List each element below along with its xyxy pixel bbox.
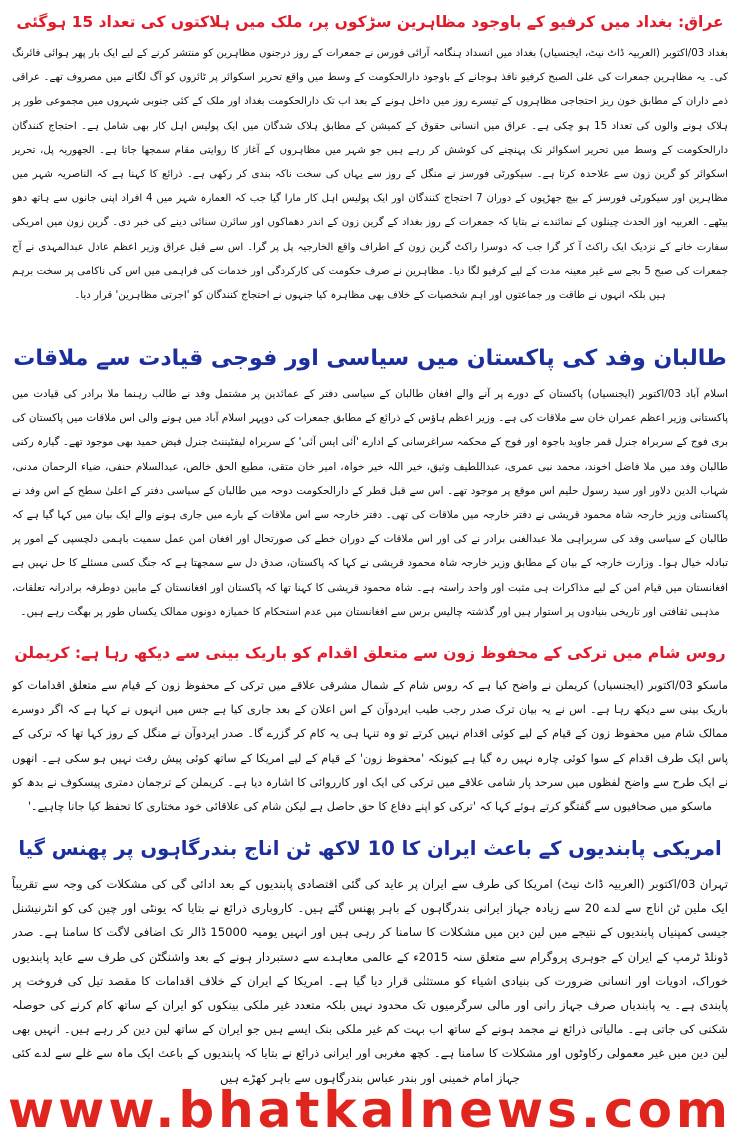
article-body: اسلام آباد 03/اکتوبر (ایجنسیاں) پاکستان کے دورے پر آنے والے افغان طالبان کے سیاسی دفتر کے عمائدین پر مشتمل وفد نے طالب رہنما ملا برادر کی قیادت میں پاکستانی وزیر اعظم عمران خان سے ملاقات کی ہے۔ وزیر اعظم ہاؤس کے ذرائع کے مطابق جمعرات کی دوپہر اسلام آباد میں ہونے والی اس ملاقات میں پاکستان کی بری فوج کے سربراہ جنرل قمر جاوید باجوہ اور فوج کے محکمہ سراغرسانی کے ادارے 'آئی ایس آئی' کے سربراہ لیفٹیننٹ جنرل فیض حمید بھی موجود تھے۔ گیارہ رکنی طالبان وفد میں ملا فاضل اخوند، محمد نبی عمری، عبداللطیف وثیق، خیر اللہ خیر خواہ، امیر خان متقی، مطیع الحق خالص، عبدالسلام حنفی، ضیاء الرحمان مدنی، شہاب الدین دلاور اور سید رسول حلیم اس موقع پر موجود تھے۔ اس سے قبل قطر کے دارالحکومت دوحہ میں طالبان کے سیاسی دفتر کے اعلیٰ سطح کے اس وفد نے پاکستانی وزیر خارجہ شاہ محمود قریشی نے دفتر خارجہ میں ملاقات کی تھی۔ دفتر خارجہ سے اس ملاقات کے بارے میں جاری ہونے والے ایک بیان میں کہا گیا ہے کہ طالبان کے سیاسی وفد کی سربراہی ملا عبدالغنی برادر نے کی اور اس ملاقات کے دوران خطے کی صورتحال اور افغان امن عمل سمیت باہمی دلچسپی کے امور پر تبادلہ خیال ہوا۔ وزارت خارجہ کے بیان کے مطابق وزیر خارجہ شاہ محمود قریشی نے کہا کہ پاکستان، صدق دل سے سمجھتا ہے کہ جنگ کسی مسئلے کا حل نہیں ہے افغانستان میں قیام امن کے لیے مذاکرات ہی مثبت اور واحد راستہ ہے۔ شاہ محمود قریشی کا کہنا تھا کہ پاکستان اور افغانستان کے مابین دوطرفہ برادرانہ تعلقات، مذہبی ثقافتی اور تاریخی بنیادوں پر استوار ہیں اور گذشتہ چالیس برس سے افغانستان میں عدم استحکام کا خمیازہ دونوں ممالک یکساں طور پر بھگت رہے ہیں۔ — [12, 388, 728, 618]
article-headline: طالبان وفد کی پاکستان میں سیاسی اور فوجی قیادت سے ملاقات — [13, 346, 727, 371]
article-russia — [12, 632, 728, 820]
article-body: تہران 03/اکتوبر (العربیہ ڈاٹ نیٹ) امریکا کی طرف سے ایران پر عاید کی گئی اقتصادی پابندیوں کے بعد ادائی گی کی مشکلات کی وجہ سے تقریباً ایک ملین ٹن اناج سے لدے 20 سے زیادہ جہاز ایرانی بندرگاہوں کے باہر پھنس گئے ہیں۔ کاروباری ذرائع نے بتایا کہ یونٹی اور چین کی کو انٹرنیشنل جیسی کمپنیاں پابندیوں کے نتیجے میں لین دین میں مشکلات کا سامنا کر رہی ہیں اور انہیں یومیہ 15000 ڈالر تک اضافی لاگت کا سامنا ہے۔ صدر ڈونلڈ ٹرمپ کے ایران کے جوہری پروگرام سے متعلق سنہ 2015ء کے عالمی معاہدے سے دستبردار ہونے کے بعد واشنگٹن کی طرف سے عاید پابندیوں خوراک، ادویات اور انسانی ضرورت کی بنیادی اشیاء کو مستثنٰی قرار دیا گیا ہے۔ امریکا کے ایران کے خلاف اقدامات کا مقصد تیل کی فروخت پر پابندی ہے۔ یہ پابندیاں صرف جہاز رانی اور مالی سرگرمیوں تک محدود نہیں بلکہ متعدد غیر ملکی بینکوں کو ایران کے ساتھ کام کرنے کی حوصلہ شکنی کی جاتی ہے۔ مالیاتی ذرائع نے مجمد ہونے کے ساتھ اب بہت کم غیر ملکی بنک ایسے ہیں جو ایران کے ساتھ لین دین کر رہے ہیں۔ انہیں بھی لین دین میں غیر معمولی رکاوٹوں اور مشکلات کا سامنا ہے۔ کچھ مغربی اور ایرانی ذرائع نے بتایا کہ پابندیوں کے باعث ایک ماہ سے غلے سے لدے کئی جہاز امام خمینی اور بندر عباس بندرگاہوں سے باہر کھڑے ہیں — [12, 877, 728, 1085]
article-headline: امریکی پابندیوں کے باعث ایران کا 10 لاکھ ٹن اناج بندرگاہوں پر پھنس گیا — [18, 837, 722, 860]
site-footer — [0, 1081, 740, 1139]
article-iraq — [12, 2, 728, 324]
site-url: www.bhatkalnews.com — [7, 1081, 733, 1139]
article-iran — [12, 826, 728, 1116]
article-taliban — [12, 336, 728, 628]
article-body: بغداد 03/اکتوبر (العربیہ ڈاٹ نیٹ، ایجنسیاں) بغداد میں انسداد ہنگامہ آرائی فورس نے جمعرات کے روز درجنوں مظاہرین کو منتشر کرنے کے لیے ایک بار پھر ہوائی فائرنگ کی۔ یہ مظاہرین جمعرات کی علی الصبح کرفیو نافذ ہوجانے کے باوجود دارالحکومت کے وسط میں واقع تحریر اسکوائر پر ٹائروں کو آگ لگانے میں مصروف تھے۔ عراقی ذمے داران کے مطابق خون ریز احتجاجی مظاہروں کے تیسرے روز میں داخل ہونے کے بعد اب تک دارالحکومت بغداد اور ملک کے کئی جنوبی شہروں میں مجموعی طور پر ہلاک ہونے والوں کی تعداد 15 ہو چکی ہے۔ عراق میں انسانی حقوق کے کمیشن کے مطابق ہلاک شدگان میں ایک پولیس اہل کار بھی شامل ہے۔ احتجاج کنندگان دارالحکومت کے وسط میں تحریر اسکوائر تک پہنچنے کی کوشش کر رہے ہیں جو شہر میں مظاہروں کے آغاز کا روایتی مقام سمجھا جاتا ہے۔ الجھوریہ پل، تحریر اسکوائر کو گرین زون سے علاحدہ کرتا ہے۔ سیکورٹی فورسز نے منگل کے روز سے یہاں کی سخت ناکہ بندی کر رکھی ہے۔ ذرائع کا کہنا ہے کہ الناصریہ شہر میں مظاہرین اور سیکورٹی فورسز کے بیچ جھڑپوں کے دوران 7 احتجاج کنندگان اور ایک پولیس اہل کار مارا گیا جب کہ العمارہ شہر میں 4 افراد اپنی جانوں سے ہاتھ دھو بیٹھے۔ العربیہ اور الحدث چینلوں کے نمائندے نے بتایا کہ جمعرات کے روز بغداد کے گرین زون کے اندر دھماکوں اور سائرن سنائی دینے کی خبر دی۔ گرین زون میں امریکی سفارت خانے کے نزدیک ایک راکٹ آ کر گرا جب کہ دوسرا راکٹ گرین زون کے اطراف واقع الخارجیہ پل پر گرا۔ اس سے قبل عراق وزیر اعظم عادل عبدالمہدی نے آج جمعرات کی صبح 5 بجے سے غیر معینہ مدت کے لیے کرفیو لگا دیا۔ مظاہرین نے صرف حکومت کی کارکردگی اور خدمات کی فراہمی میں اس کی ناکامی پر سخت برہم ہیں بلکہ انہوں نے طاقت ور جماعتوں اور اہم شخصیات کے خلاف بھی مظاہرہ کیا جنہوں نے احتجاج کنندگان کو 'اجرتی مظاہرین' قرار دیا۔ — [12, 48, 728, 302]
article-headline: عراق: بغداد میں کرفیو کے باوجود مظاہرین سڑکوں پر، ملک میں ہلاکتوں کی تعداد 15 ہوگئی — [16, 13, 724, 31]
article-headline: روس شام میں ترکی کے محفوظ زون سے متعلق اقدام کو باریک بینی سے دیکھ رہا ہے: کریملن — [14, 644, 726, 662]
article-body: ماسکو 03/اکتوبر (ایجنسیاں) کریملن نے واضح کیا ہے کہ روس شام کے شمال مشرقی علاقے میں ترکی کے محفوظ زون کے قیام سے متعلق اقدامات کو باریک بینی سے دیکھ رہا ہے۔ اس نے یہ بیان ترک صدر رجب طیب ایردوآن کے اس اعلان کے بعد جاری کیا ہے جس میں انہوں نے کہا ہے کہ اگر دوسرے ممالک شام میں محفوظ زون کے قیام کے لیے کوئی اقدام نہیں کرتے تو وہ تنہا ہی یہ کام کر گزرے گا۔ صدر ایردوآن نے منگل کے روز کہا تھا کہ ترکی کے پاس ایک طرف اقدام کے سوا کوئی چارہ نہیں رہ گیا ہے کیونکہ 'محفوظ زون' کے قیام کے لیے امریکا کے ساتھ کوئی پیش رفت نہیں ہو سکی ہے۔ انھوں نے ایک طرح سے واضح لفظوں میں سرحد پار شامی علاقے میں ترکی کی ایک اور کارروائی کا اشارہ دیا ہے۔ کریملن کے ترجمان دمتری پیسکوف نے بدھ کو ماسکو میں صحافیوں سے گفتگو کرتے ہوئے کہا کہ 'ترکی کو اپنے دفاع کا حق حاصل ہے لیکن شام کی علاقائی خود مختاری کا تحفظ کیا جانا چاہیے۔' — [12, 679, 728, 814]
